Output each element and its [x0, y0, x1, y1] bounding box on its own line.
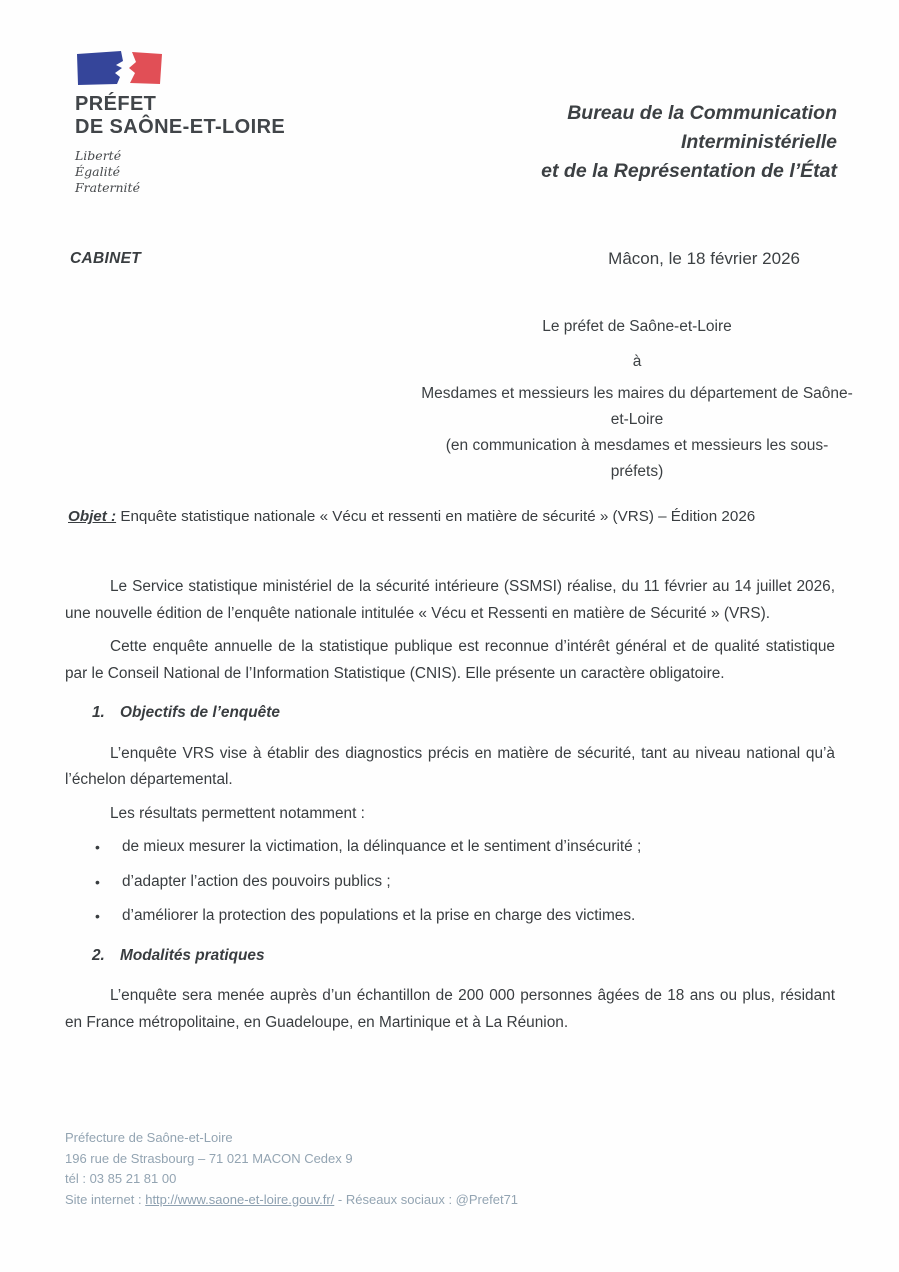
- addressee-block: [421, 314, 853, 485]
- cabinet-label: CABINET: [70, 250, 141, 267]
- footer-address: 196 rue de Strasbourg – 71 021 MACON Cedex 9: [65, 1150, 353, 1166]
- prefet-logo: [75, 50, 395, 196]
- section2-title: Modalités pratiques: [120, 946, 265, 964]
- list-item: • d’adapter l’action des pouvoirs publics ;: [65, 869, 835, 896]
- bureau-line: et de la Représentation de l’État: [541, 160, 837, 182]
- section2-heading: [65, 943, 835, 970]
- letter-body: [65, 574, 835, 1043]
- logo-prefet-text: PRÉFET: [75, 93, 157, 115]
- section2-number: 2.: [92, 946, 105, 964]
- section1-list-intro: Les résultats permettent notamment :: [110, 804, 365, 822]
- results-bullet-list: [65, 834, 835, 930]
- section2-paragraph: L’enquête sera menée auprès d’un échantillon de 200 000 personnes âgées de 18 ans ou plus, résidant en France métropolitaine, en Guadeloupe, en Martinique et à La Réunion.: [65, 987, 835, 1031]
- logo-motto: [75, 148, 395, 196]
- section1-heading: [65, 700, 835, 727]
- letter-footer: [65, 1128, 765, 1210]
- subject-label: Objet :: [68, 508, 117, 525]
- motto-liberte: Liberté: [75, 148, 122, 163]
- footer-phone: tél : 03 85 21 81 00: [65, 1171, 177, 1186]
- bureau-line: Interministérielle: [680, 131, 837, 153]
- motto-fraternite: Fraternité: [75, 180, 140, 195]
- logo-department-text: DE SAÔNE-ET-LOIRE: [75, 116, 286, 138]
- list-item: • d’améliorer la protection des populations et la prise en charge des victimes.: [65, 903, 835, 930]
- addressee-a: à: [632, 353, 642, 370]
- motto-egalite: Égalité: [75, 164, 120, 179]
- footer-web-line: [65, 1190, 765, 1211]
- addressee-maires: Mesdames et messieurs les maires du département de Saône-et-Loire: [421, 385, 853, 428]
- website-link[interactable]: http://www.saone-et-loire.gouv.fr/: [145, 1191, 335, 1207]
- addressee-copy: (en communication à mesdames et messieurs les sous-préfets): [445, 437, 829, 480]
- french-flag-icon: [75, 50, 165, 87]
- footer-social: - Réseaux sociaux : @Prefet71: [334, 1191, 519, 1207]
- subject-line: [68, 505, 843, 529]
- subject-text: Enquête statistique nationale « Vécu et ressenti en matière de sécurité » (VRS) – Édition 2026: [120, 508, 756, 525]
- paragraph-cnis: Cette enquête annuelle de la statistique publique est reconnue d’intérêt général et de qualité statistique par le Conseil National de l’Information Statistique (CNIS). Elle présente un caractère obligatoire.: [65, 638, 835, 682]
- footer-prefecture: Préfecture de Saône-et-Loire: [65, 1130, 233, 1145]
- section1-title: Objectifs de l’enquête: [120, 704, 280, 721]
- section1-paragraph: L’enquête VRS vise à établir des diagnostics précis en matière de sécurité, tant au niveau national qu’à l’échelon départemental.: [65, 744, 835, 788]
- footer-site-label: Site internet :: [65, 1191, 146, 1207]
- list-item: • de mieux mesurer la victimation, la délinquance et le sentiment d’insécurité ;: [65, 834, 835, 861]
- section1-number: 1.: [92, 704, 105, 721]
- paragraph-intro-ssmsi: Le Service statistique ministériel de la sécurité intérieure (SSMSI) réalise, du 11 février au 14 juillet 2026, une nouvelle édition de l’enquête nationale intitulée « Vécu et Ressenti en matière de Sécurité » (VRS).: [65, 578, 835, 622]
- bureau-header: [407, 99, 837, 186]
- place-date-line: Mâcon, le 18 février 2026: [608, 249, 800, 268]
- sender-line: Le préfet de Saône-et-Loire: [542, 318, 732, 335]
- bureau-line: Bureau de la Communication: [567, 102, 837, 124]
